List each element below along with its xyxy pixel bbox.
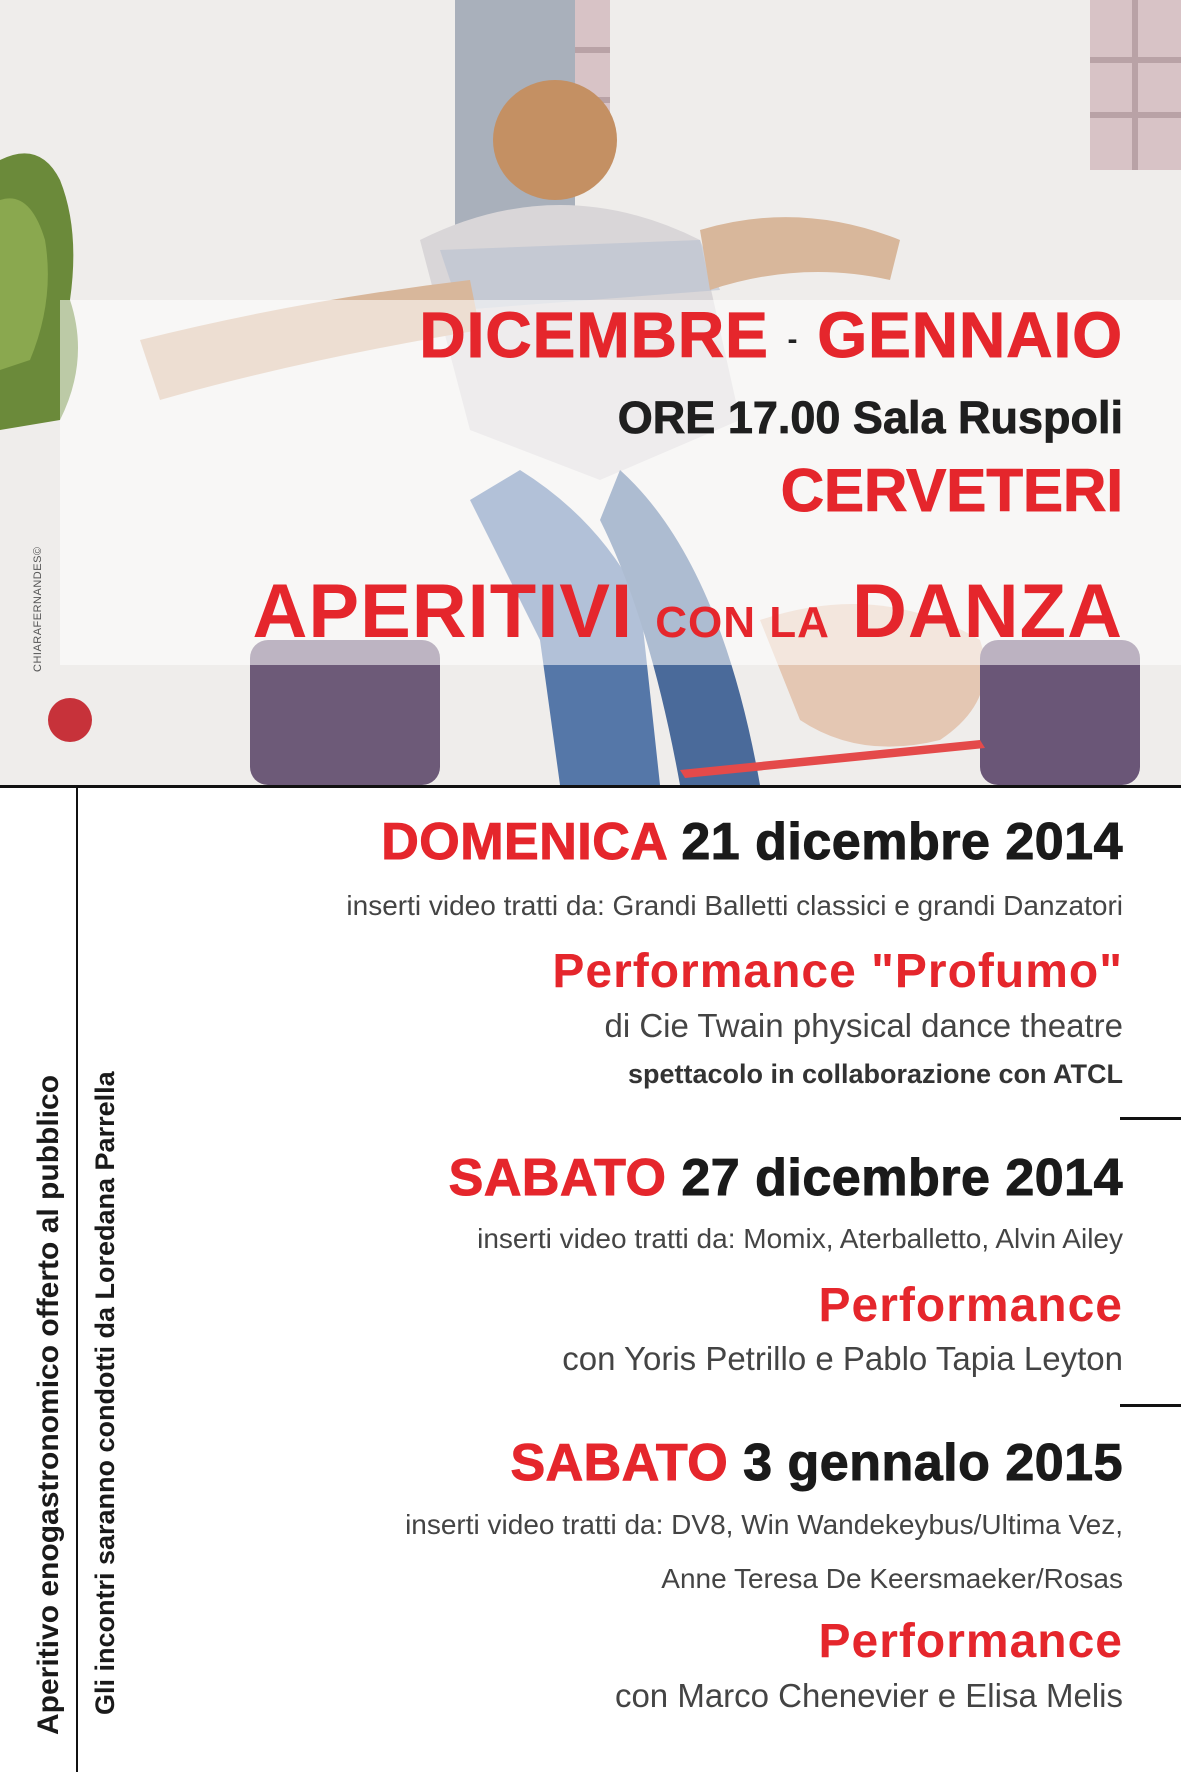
event-1-video-note: inserti video tratti da: Grandi Balletti classici e grandi Danzatori	[346, 890, 1123, 921]
city-name: CERVETERI	[780, 457, 1123, 524]
event-title	[253, 568, 1124, 655]
event-3-credit: con Marco Chenevier e Elisa Melis	[614, 1677, 1123, 1714]
event-2-weekday: SABATO	[448, 1149, 667, 1207]
event-separator-1	[1120, 1117, 1181, 1120]
column-divider	[76, 785, 78, 1772]
event-1-weekday: DOMENICA	[381, 813, 667, 871]
hero-photo	[0, 0, 1181, 785]
event-2-credit: con Yoris Petrillo e Pablo Tapia Leyton	[562, 1340, 1123, 1377]
event-1-performance: Performance "Profumo"	[552, 945, 1123, 998]
month-december: DICEMBRE	[419, 299, 769, 371]
side-note-hosted-by: Gli incontri saranno condotti da Loredana Parrella	[90, 1071, 120, 1715]
event-3-date-text: 3 gennalo 2015	[743, 1434, 1123, 1492]
month-separator: -	[787, 323, 799, 357]
months-headline	[419, 298, 1123, 372]
event-1-date	[381, 812, 1123, 872]
event-3-weekday: SABATO	[510, 1434, 729, 1492]
event-separator-2	[1120, 1404, 1181, 1407]
event-1-collaboration: spettacolo in collaborazione con ATCL	[627, 1059, 1123, 1089]
event-title-aperitivi: APERITIVI	[252, 569, 634, 654]
time-venue: ORE 17.00 Sala Ruspoli	[617, 392, 1123, 443]
event-3-date	[510, 1433, 1123, 1493]
section-divider	[0, 785, 1181, 788]
month-january: GENNAIO	[817, 299, 1123, 371]
event-2-video-note: inserti video tratti da: Momix, Aterballetto, Alvin Ailey	[477, 1223, 1123, 1254]
event-3-performance: Performance	[818, 1615, 1123, 1668]
event-2-performance: Performance	[818, 1279, 1123, 1332]
event-2-date-text: 27 dicembre 2014	[681, 1149, 1123, 1207]
event-title-con-la: CON LA	[655, 598, 830, 647]
event-3-video-note: inserti video tratti da: DV8, Win Wandekeybus/Ultima Vez,	[405, 1509, 1123, 1540]
photo-credit: CHIARAFERNANDES©	[32, 546, 44, 672]
event-1-date-text: 21 dicembre 2014	[681, 813, 1123, 871]
event-title-danza: DANZA	[852, 569, 1123, 654]
event-2-date	[449, 1148, 1123, 1208]
side-note-aperitivo: Aperitivo enogastronomico offerto al pubblico	[32, 1074, 65, 1735]
event-3-video-note-cont: Anne Teresa De Keersmaeker/Rosas	[661, 1563, 1123, 1594]
event-1-credit: di Cie Twain physical dance theatre	[604, 1007, 1123, 1044]
